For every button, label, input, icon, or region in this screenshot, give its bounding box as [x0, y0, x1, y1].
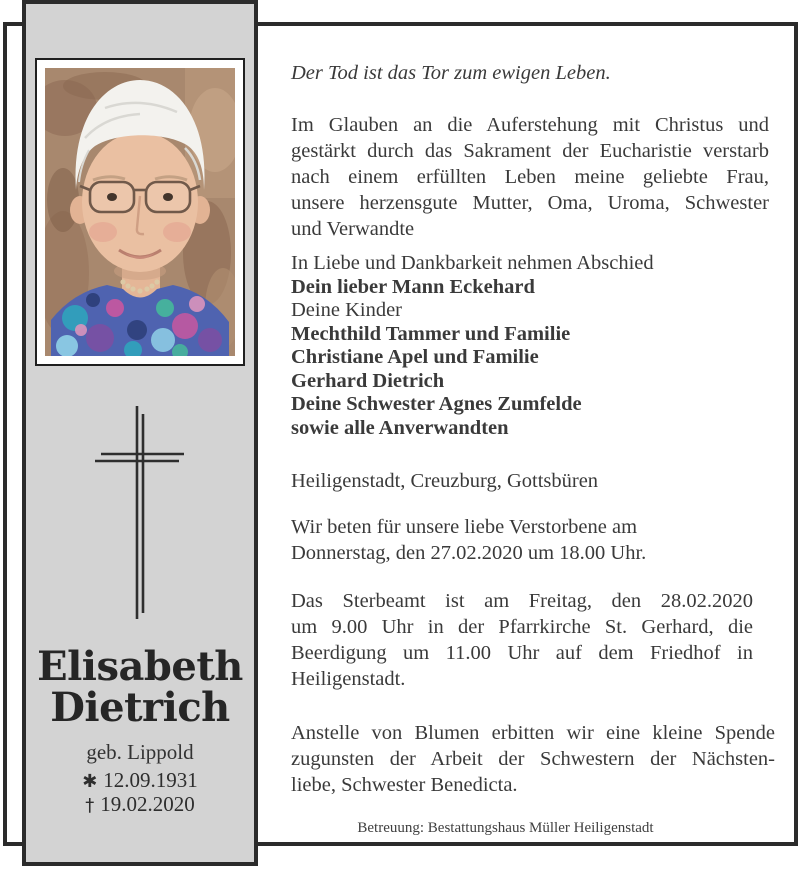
portrait-photo	[45, 68, 235, 356]
death-cross-icon: †	[85, 795, 95, 816]
text-line: Deine Kinder	[291, 299, 402, 321]
motto-text: Der Tod ist das Tor zum ewigen Leben.	[291, 62, 611, 84]
funeral-service-paragraph	[291, 588, 753, 692]
text-line: Heiligenstadt.	[291, 668, 406, 690]
intro-paragraph	[291, 112, 769, 242]
cross-icon	[26, 400, 254, 640]
birth-date-row	[26, 769, 254, 793]
prayer-paragraph	[291, 514, 775, 566]
death-date: 19.02.2020	[100, 792, 195, 816]
care-note: Betreuung: Bestattungshaus Müller Heiligenstadt	[357, 820, 654, 836]
text-line: liebe, Schwester Benedicta.	[291, 774, 518, 796]
text-line: Im Glauben an die Auferstehung mit Christus und	[291, 114, 769, 136]
deceased-name-line2: Dietrich	[50, 684, 230, 731]
text-line: unsere herzensgute Mutter, Oma, Uroma, Schwester	[291, 192, 769, 214]
life-dates	[26, 769, 254, 817]
text-line: Mechthild Tammer und Familie	[291, 322, 571, 345]
text-line: Beerdigung um 11.00 Uhr auf dem Friedhof in	[291, 642, 753, 664]
text-line: zugunsten der Arbeit der Schwestern der Nächsten-	[291, 748, 775, 770]
text-line: Wir beten für unsere liebe Verstorbene am	[291, 516, 638, 538]
text-line: Dein lieber Mann Eckehard	[291, 275, 535, 298]
mourners-list	[291, 252, 654, 440]
text-line: nach einem erfüllten Leben meine geliebte Frau,	[291, 166, 769, 188]
left-panel	[22, 0, 258, 866]
birth-date: 12.09.1931	[103, 768, 198, 792]
text-line: Deine Schwester Agnes Zumfelde	[291, 393, 582, 415]
death-date-row	[26, 793, 254, 817]
obituary-text-column	[291, 0, 775, 860]
text-line: und Verwandte	[291, 218, 415, 240]
born-star-icon: ✱	[82, 771, 98, 792]
text-line: um 9.00 Uhr in der Pfarrkirche St. Gerhard, die	[291, 616, 753, 638]
text-line: Christiane Apel und Familie	[291, 346, 539, 368]
donation-paragraph	[291, 720, 775, 798]
text-line: Gerhard Dietrich	[291, 369, 445, 392]
deceased-name-line1: Elisabeth	[37, 643, 243, 690]
text-line: sowie alle Anverwandten	[291, 416, 509, 439]
cities-line: Heiligenstadt, Creuzburg, Gottsbüren	[291, 470, 599, 492]
text-line: Das Sterbeamt ist am Freitag, den 28.02.2020	[291, 590, 753, 612]
text-line: gestärkt durch das Sakrament der Eucharistie verstarb	[291, 140, 769, 162]
portrait-photo-frame	[35, 58, 245, 366]
maiden-name: geb. Lippold	[86, 740, 194, 764]
text-line: Donnerstag, den 27.02.2020 um 18.00 Uhr.	[291, 542, 647, 564]
deceased-name	[26, 643, 254, 731]
text-line: Anstelle von Blumen erbitten wir eine kleine Spende	[291, 722, 775, 744]
text-line: In Liebe und Dankbarkeit nehmen Abschied	[291, 252, 654, 274]
